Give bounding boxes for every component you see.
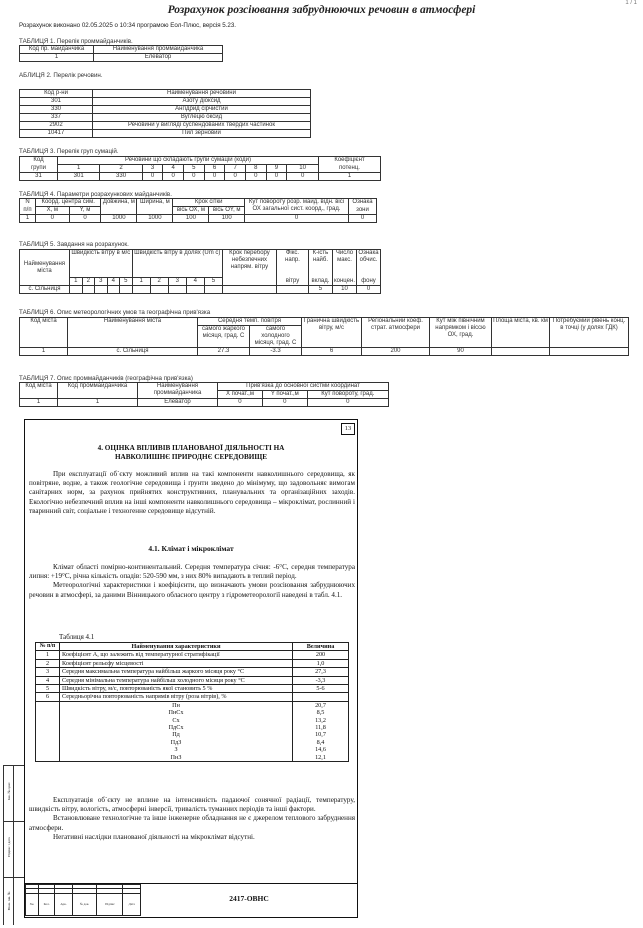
side-stamp-strip: Інв. № ориг. Підпис і дата Взам. інв. № [3,765,24,925]
table-row: 3 Середня максимальна температура найбільш жаркого місяця року °С 27,3 [36,668,349,676]
table-row: 1 1 Елеватор 0 0 0 [20,399,389,407]
table6: Код міста Найменування міста Середня темп. повітря Гранична швидкість вітру, м/с Регіональний коеф. страт. атмосфери Кут між північним напрямком і віссю ОХ, град. Площа міста, кв. км Потребуємий рівень конц. в точці (у долях ГДК) самого жаркого місяця, град. С самого холодного місяця, град. С 1 с. Сільниця 27.3 -3.3 6 200 90 [19,317,629,356]
intro-paragraph: При експлуатації об`єкту можливий вплив на такі компоненти навколишнього середовища, як повітряне, водне, а також геологічне середовища і ґрунти зведено до мінімуму, що задовольняє вимогам санітарних норм, за рахунок прийнятих конструктивних, планувальних та організаційних заходів. Екологічно небезпечний вплив на інші компоненти навколишнього середовища – мікроклімат, рослинний і тваринний світ, соціальне і техногенне середовище відсутній. [29,470,355,515]
wind-values: 20,7 8,5 13,2 11,8 10,7 8,4 14,6 12,1 [293,701,349,761]
table-row: 6 Середньорічна повторюваність напрямів вітру (роза вітрів), % [36,693,349,701]
table-row: 2902 Речовини у вигляді суспендованих твердих частинок [20,122,311,130]
document-page [24,419,358,918]
table-4-1: № п/п Найменування характеристики Величина 1 Коефіцієнт А, що залежить від температурної стратифікації 200 2 Коефіцієнт рельєфу місцевості 1,0 3 Середня максимальна температура найбільш жаркого місяця року °С 27,3 4 Середня мінімальна температура найбільш холодного місяця року °С -3,3 5 Швидкість вітру, м/с, повторюваність якої становить 5 % 5-6 6 Середньорічна повторюваність напрямів вітру (роза вітрів), % Пн ПнСх Сх ПдСх Пд ПдЗ З ПнЗ 20,7 8,5 13,2 11,8 10,7 8,4 14,6 12,1 [35,642,349,762]
report-title: Розрахунок розсіювання забруднюючих речовин в атмосфері [167,4,476,16]
document-code: 2417-ОВНС [229,894,269,903]
table-row: 330 Ангідрид сірчистий [20,106,311,114]
table2: Код р-ни Найменування речовини 301 Азоту діоксид 330 Ангідрид сірчистий 337 Вуглецю оксид 2902 Речовини у вигляді суспендованих твердих частинок 10417 Пил зерновий [19,89,311,138]
table1-caption: ТАБЛИЦЯ 1. Перелік проммайданчиків. [19,38,133,45]
table-row: 2 Коефіцієнт рельєфу місцевості 1,0 [36,659,349,667]
outro-paragraphs: Експлуатація об`єкту не вплине на інтенсивність падаючої сонячної радіації, температуру, швидкість вітру, вологість, атмосферні інверсії, тривалість туманних періодів та інші фактори. Встановлюване технологічне та інше інженерне обладнання не є джерелом теплового забруднення атмосфери. Негативні наслідки планованої діяльності на мікроклімат відсутні. [29,796,355,841]
table4: N Коорд. центра сим. Довжина, м Ширина, м Крок сітки Кут повороту розр. майд. відн. вісі ОХ загальної сист. коорд., град. Ознака п/п X, м Y, м вісь ОХ, м вісь ОY, м зони 1 0 0 1000 1000 100 100 0 0 [19,198,377,223]
run-info: Розрахунок виконано 02.05.2025 о 10:34 програмою Еол-Плюс, версія 5.23. [19,22,237,29]
table1 [19,45,223,62]
table-row: 1 Коефіцієнт А, що залежить від температурної стратифікації 200 [36,651,349,659]
table7: Код міста Код проммайданчика Найменування проммайданчика Прив'язка до основної систми координат X почат.,м Y почат.,м Кут повороту, град. 1 1 Елеватор 0 0 0 [19,382,389,407]
page-number: 13 [341,423,355,435]
table5: Найменування міста Швидкість вітру в м/с Швидкість вітру в долях (Um с) Крок перебору небезпечних напрям. вітру Фікс. напр. К-ість найб. Число макс. Ознака обчис. 1 2 3 4 5 1 2 3 4 5 вітру вклад. концен. фону с. Сільниця 5 10 0 [19,249,381,294]
table-row: 4 Середня мінімальна температура найбільш холодного місяця року °С -3,3 [36,676,349,684]
table5-caption: ТАБЛИЦЯ 5. Завдання на розрахунок. [19,241,129,248]
stamp-grid: Зм. Кол. Арк. № док. Підпис Дата [25,884,141,916]
table-row: 1 с. Сільниця 27.3 -3.3 6 200 90 [20,348,629,356]
table-row: 5 Швидкість вітру, м/с, повторюваність якої становить 5 % 5-6 [36,685,349,693]
corner-mark: 1 / 1 [625,0,637,6]
subsection-title: 4.1. Клімат і мікроклімат [148,544,234,553]
th-name: Найменування проммайданчика [94,46,223,54]
wind-directions: Пн ПнСх Сх ПдСх Пд ПдЗ З ПнЗ [60,701,293,761]
table-row: 10417 Пил зерновий [20,130,311,138]
table6-caption: ТАБЛИЦЯ 6. Опис метеорологічних умов та географічна прив'язка [19,309,211,316]
table-row: с. Сільниця 5 10 0 [20,286,381,294]
table-row: 337 Вуглецю оксид [20,114,311,122]
table-row: 31 301 330 0 0 0 0 0 0 0 0 1 [20,173,381,181]
table-row: 301 Азоту діоксид [20,98,311,106]
section-title: 4. ОЦІНКА ВПЛИВІВ ПЛАНОВАНОЇ ДІЯЛЬНОСТІ НА НАВКОЛИШНЄ ПРИРОДНЄ СЕРЕДОВИЩЕ [97,444,285,461]
climate-paragraphs: Клімат області помірно-континентальний. Середня температура січня: -6°С, середня температура липня: +19°С, річна кількість опадів: 520-590 мм, з них 80% випадають в теплий період. Метеорологічні характеристики і коефіцієнти, що визначають умови розсіювання забруднюючих речовин в атмосфері, за даними Вінницького обласного центру з гідрометеорології наведені в табл. 4.1. [29,563,355,599]
table-row: 1 0 0 1000 1000 100 100 0 0 [20,215,377,223]
table41-caption: Таблиця 4.1 [59,633,95,641]
title-block [25,883,357,917]
table7-caption: ТАБЛИЦЯ 7. Опис проммайданчиків (географічна прив'язка) [19,375,193,382]
th-code: Код пр. майданчика [20,46,94,54]
table4-caption: ТАБЛИЦЯ 4. Параметри розрахункових майданчиків. [19,191,172,198]
wind-rose-row [36,701,349,761]
table3: Код Речовини що складають групи сумацій (коди) Коефіцієнт групи 1 2 3 4 5 6 7 8 9 10 потенц. 31 301 330 0 0 0 0 0 0 0 0 1 [19,156,381,181]
table2-caption: АБЛИЦЯ 2. Перелік речовин. [19,72,103,79]
table3-caption: ТАБЛИЦЯ 3. Перелік груп сумацій. [19,148,119,155]
table-row: 1 Елеватор [20,54,223,62]
